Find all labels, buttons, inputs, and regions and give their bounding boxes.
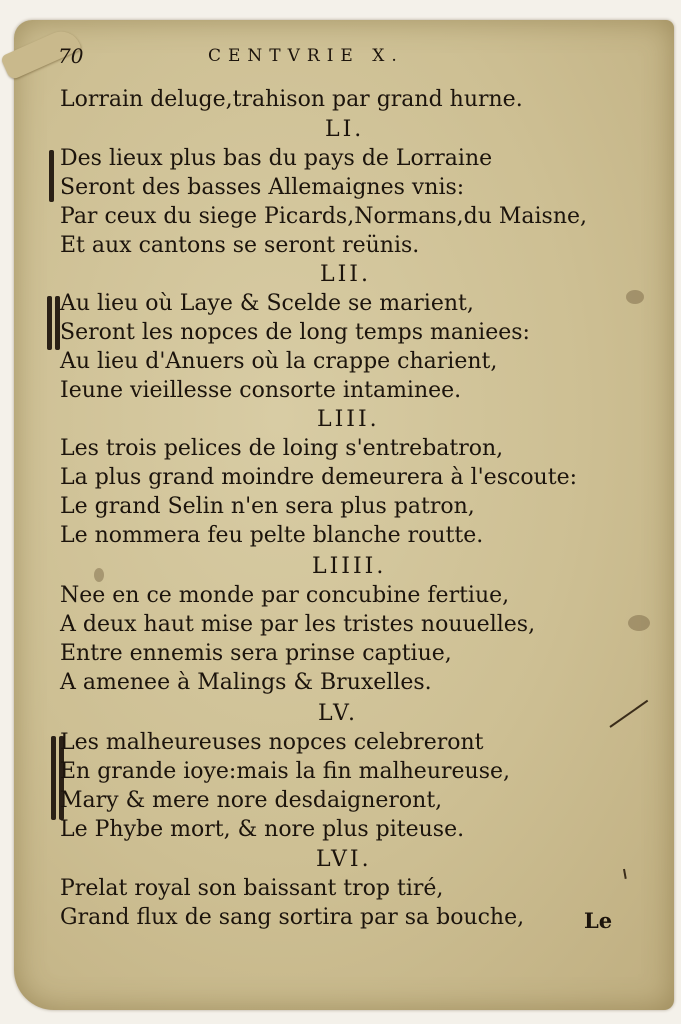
continuation-line: Lorrain deluge,trahison par grand hurne. xyxy=(60,87,523,112)
quatrain-number: LIII. xyxy=(317,407,380,432)
verse-line: A amenee à Malings & Bruxelles. xyxy=(60,670,432,695)
page-header xyxy=(58,44,618,74)
verse-line: Le nommera feu pelte blanche routte. xyxy=(60,523,484,548)
quatrain-number: LII. xyxy=(320,262,371,287)
margin-mark xyxy=(47,296,52,350)
verse-line: Des lieux plus bas du pays de Lorraine xyxy=(60,146,493,171)
quatrain-number: LVI. xyxy=(316,847,372,872)
margin-mark xyxy=(51,736,56,820)
quatrain-number: LV. xyxy=(318,701,359,726)
verse-line: Prelat royal son baissant trop tiré, xyxy=(60,876,444,901)
verse-line: Les malheureuses nopces celebreront xyxy=(60,730,484,755)
verse-line: Entre ennemis sera prinse captiue, xyxy=(60,641,452,666)
verse-line: Au lieu d'Anuers où la crappe charient, xyxy=(60,349,498,374)
verse-line: Seront des basses Allemaignes vnis: xyxy=(60,175,465,200)
running-head: CENTVRIE X. xyxy=(208,46,404,66)
verse-line: Et aux cantons se seront reünis. xyxy=(60,233,420,258)
verse-line: Mary & mere nore desdaigneront, xyxy=(60,788,443,813)
verse-line: Grand flux de sang sortira par sa bouche, xyxy=(60,905,525,930)
verse-line: Les trois pelices de loing s'entrebatron, xyxy=(60,436,504,461)
catchword: Le xyxy=(584,908,613,933)
verse-line: Seront les nopces de long temps maniees: xyxy=(60,320,530,345)
verse-line: Le Phybe mort, & nore plus piteuse. xyxy=(60,817,465,842)
verse-line: Le grand Selin n'en sera plus patron, xyxy=(60,494,475,519)
margin-mark xyxy=(49,150,54,202)
quatrain-number: LI. xyxy=(325,117,365,142)
page-number: 70 xyxy=(58,44,84,68)
quatrain-number: LIIII. xyxy=(312,554,387,579)
verse-line: La plus grand moindre demeurera à l'escoute: xyxy=(60,465,577,490)
verse-line: Ieune vieillesse consorte intaminee. xyxy=(60,378,462,403)
verse-line: A deux haut mise par les tristes nouuelles, xyxy=(60,612,536,637)
verse-line: Nee en ce monde par concubine fertiue, xyxy=(60,583,510,608)
verse-line: Par ceux du siege Picards,Normans,du Maisne, xyxy=(60,204,588,229)
verse-line: En grande ioye:mais la fin malheureuse, xyxy=(60,759,511,784)
verse-line: Au lieu où Laye & Scelde se marient, xyxy=(60,291,474,316)
